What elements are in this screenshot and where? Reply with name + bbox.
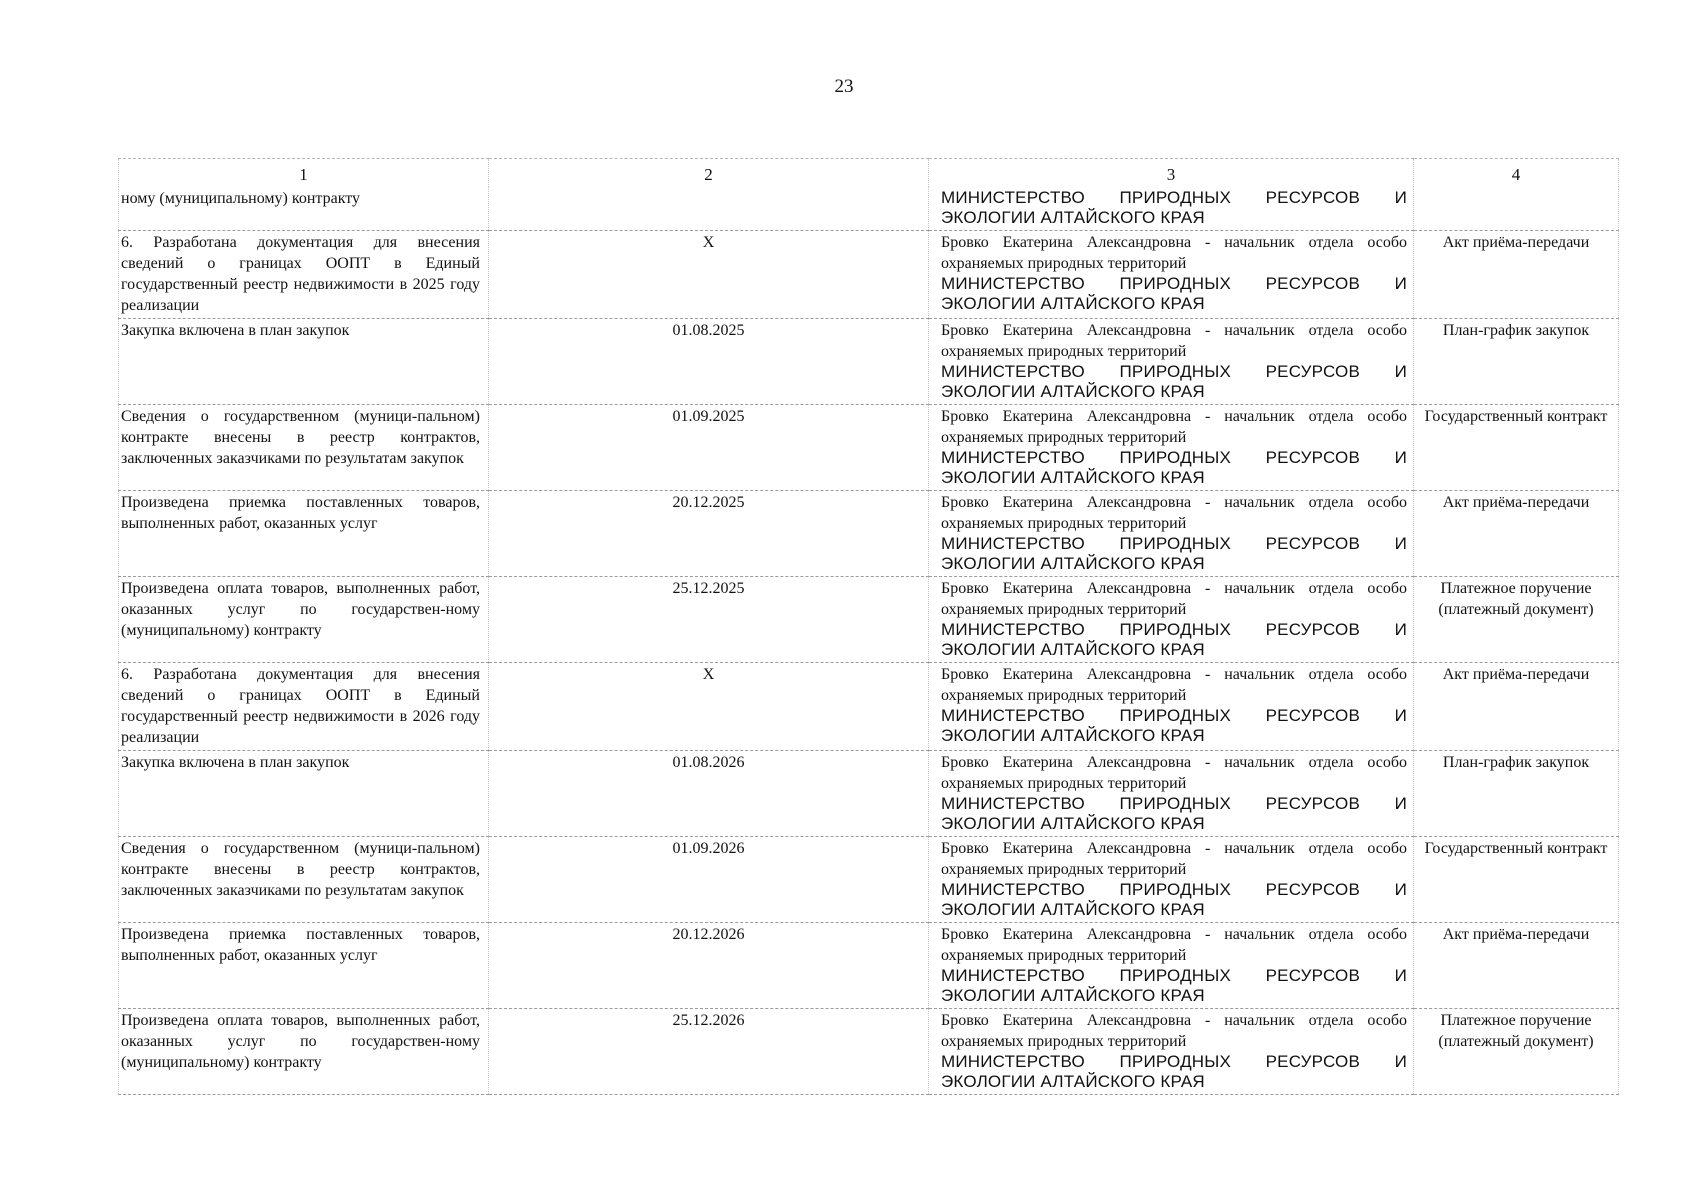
responsible-person: Бровко Екатерина Александровна - начальник отдела особо охраняемых природных территорий <box>941 1012 1407 1050</box>
responsible-person: Бровко Екатерина Александровна - начальник отдела особо охраняемых природных территорий <box>941 754 1407 792</box>
document-cell <box>1414 187 1619 231</box>
date-cell: 01.08.2026 <box>489 751 929 837</box>
date-cell: 25.12.2025 <box>489 577 929 663</box>
responsible-cell <box>929 663 1414 751</box>
responsible-org-line1: МИНИСТЕРСТВО ПРИРОДНЫХ РЕСУРСОВ И <box>941 966 1407 985</box>
column-header-2: 2 <box>489 159 929 188</box>
date-cell: 01.09.2026 <box>489 837 929 923</box>
responsible-org-line2: ЭКОЛОГИИ АЛТАЙСКОГО КРАЯ <box>941 900 1205 919</box>
date-cell: 25.12.2026 <box>489 1009 929 1095</box>
responsible-cell <box>929 837 1414 923</box>
responsible-cell <box>929 231 1414 319</box>
responsible-person: Бровко Екатерина Александровна - начальник отдела особо охраняемых природных территорий <box>941 234 1407 272</box>
responsible-org-line1: МИНИСТЕРСТВО ПРИРОДНЫХ РЕСУРСОВ И <box>941 1052 1407 1071</box>
responsible-org-line2: ЭКОЛОГИИ АЛТАЙСКОГО КРАЯ <box>941 1072 1205 1091</box>
table-row <box>119 231 1619 319</box>
responsible-cell <box>929 491 1414 577</box>
event-cell: ному (муниципальному) контракту <box>119 187 489 231</box>
responsible-person: Бровко Екатерина Александровна - начальник отдела особо охраняемых природных территорий <box>941 666 1407 704</box>
table-row <box>119 405 1619 491</box>
document-cell: Акт приёма-передачи <box>1414 923 1619 1009</box>
date-cell: Х <box>489 663 929 751</box>
page-number: 23 <box>834 76 854 97</box>
responsible-person: Бровко Екатерина Александровна - начальник отдела особо охраняемых природных территорий <box>941 580 1407 618</box>
responsible-person: Бровко Екатерина Александровна - начальник отдела особо охраняемых природных территорий <box>941 494 1407 532</box>
column-header-4: 4 <box>1414 159 1619 188</box>
event-cell: Сведения о государственном (муници-пальном) контракте внесены в реестр контрактов, заключенных заказчиками по результатам закупок <box>119 405 489 491</box>
responsible-org-line2: ЭКОЛОГИИ АЛТАЙСКОГО КРАЯ <box>941 814 1205 833</box>
event-cell: Произведена оплата товаров, выполненных работ, оказанных услуг по государствен-ному (муниципальному) контракту <box>119 577 489 663</box>
document-cell: Государственный контракт <box>1414 837 1619 923</box>
document-cell: План-график закупок <box>1414 751 1619 837</box>
responsible-org-line2: ЭКОЛОГИИ АЛТАЙСКОГО КРАЯ <box>941 468 1205 487</box>
event-cell: Произведена приемка поставленных товаров, выполненных работ, оказанных услуг <box>119 923 489 1009</box>
document-cell: Акт приёма-передачи <box>1414 491 1619 577</box>
column-header-3: 3 <box>929 159 1414 188</box>
table-row <box>119 837 1619 923</box>
date-cell: 01.09.2025 <box>489 405 929 491</box>
header-row <box>119 159 1619 188</box>
responsible-cell <box>929 1009 1414 1095</box>
document-cell: Акт приёма-передачи <box>1414 231 1619 319</box>
responsible-person: Бровко Екатерина Александровна - начальник отдела особо охраняемых природных территорий <box>941 322 1407 360</box>
table-row <box>119 1009 1619 1095</box>
event-cell: Произведена приемка поставленных товаров, выполненных работ, оказанных услуг <box>119 491 489 577</box>
table-row <box>119 577 1619 663</box>
responsible-org-line1: МИНИСТЕРСТВО ПРИРОДНЫХ РЕСУРСОВ И <box>941 620 1407 639</box>
responsible-org-line1: МИНИСТЕРСТВО ПРИРОДНЫХ РЕСУРСОВ И <box>941 448 1407 467</box>
date-cell: Х <box>489 231 929 319</box>
responsible-cell <box>929 577 1414 663</box>
event-cell: Произведена оплата товаров, выполненных работ, оказанных услуг по государствен-ному (муниципальному) контракту <box>119 1009 489 1095</box>
responsible-org-line1: МИНИСТЕРСТВО ПРИРОДНЫХ РЕСУРСОВ И <box>941 534 1407 553</box>
table-row <box>119 923 1619 1009</box>
date-cell <box>489 187 929 231</box>
responsible-org-line2: ЭКОЛОГИИ АЛТАЙСКОГО КРАЯ <box>941 726 1205 745</box>
event-cell: 6. Разработана документация для внесения сведений о границах ООПТ в Единый государственный реестр недвижимости в 2025 году реализации <box>119 231 489 319</box>
responsible-cell <box>929 923 1414 1009</box>
responsible-org-line2: ЭКОЛОГИИ АЛТАЙСКОГО КРАЯ <box>941 640 1205 659</box>
responsible-cell <box>929 319 1414 405</box>
document-cell: План-график закупок <box>1414 319 1619 405</box>
table-row-continuation <box>119 187 1619 231</box>
responsible-org-line1: МИНИСТЕРСТВО ПРИРОДНЫХ РЕСУРСОВ И <box>941 274 1407 293</box>
responsible-person: Бровко Екатерина Александровна - начальник отдела особо охраняемых природных территорий <box>941 840 1407 878</box>
responsible-org-line1: МИНИСТЕРСТВО ПРИРОДНЫХ РЕСУРСОВ И <box>941 706 1407 725</box>
table-row <box>119 319 1619 405</box>
event-cell: Закупка включена в план закупок <box>119 751 489 837</box>
responsible-org-line1: МИНИСТЕРСТВО ПРИРОДНЫХ РЕСУРСОВ И <box>941 794 1407 813</box>
responsible-org-line1: МИНИСТЕРСТВО ПРИРОДНЫХ РЕСУРСОВ И <box>941 880 1407 899</box>
date-cell: 01.08.2025 <box>489 319 929 405</box>
responsible-org-line2: ЭКОЛОГИИ АЛТАЙСКОГО КРАЯ <box>941 294 1205 313</box>
document-cell: Государственный контракт <box>1414 405 1619 491</box>
responsible-person: Бровко Екатерина Александровна - начальник отдела особо охраняемых природных территорий <box>941 926 1407 964</box>
table-row <box>119 751 1619 837</box>
document-cell: Акт приёма-передачи <box>1414 663 1619 751</box>
date-cell: 20.12.2026 <box>489 923 929 1009</box>
event-cell: 6. Разработана документация для внесения сведений о границах ООПТ в Единый государственный реестр недвижимости в 2026 году реализации <box>119 663 489 751</box>
responsible-cell <box>929 405 1414 491</box>
document-cell: Платежное поручение (платежный документ) <box>1414 1009 1619 1095</box>
responsible-org-line1: МИНИСТЕРСТВО ПРИРОДНЫХ РЕСУРСОВ И <box>941 188 1407 207</box>
responsible-cell <box>929 187 1414 231</box>
event-cell: Сведения о государственном (муници-пальном) контракте внесены в реестр контрактов, заключенных заказчиками по результатам закупок <box>119 837 489 923</box>
event-cell: Закупка включена в план закупок <box>119 319 489 405</box>
plan-table <box>118 158 1619 1095</box>
responsible-org-line1: МИНИСТЕРСТВО ПРИРОДНЫХ РЕСУРСОВ И <box>941 362 1407 381</box>
date-cell: 20.12.2025 <box>489 491 929 577</box>
document-cell: Платежное поручение (платежный документ) <box>1414 577 1619 663</box>
responsible-org-line2: ЭКОЛОГИИ АЛТАЙСКОГО КРАЯ <box>941 986 1205 1005</box>
column-header-1: 1 <box>119 159 489 188</box>
responsible-org-line2: ЭКОЛОГИИ АЛТАЙСКОГО КРАЯ <box>941 208 1205 227</box>
table-row <box>119 663 1619 751</box>
responsible-org-line2: ЭКОЛОГИИ АЛТАЙСКОГО КРАЯ <box>941 382 1205 401</box>
table-row <box>119 491 1619 577</box>
responsible-cell <box>929 751 1414 837</box>
responsible-org-line2: ЭКОЛОГИИ АЛТАЙСКОГО КРАЯ <box>941 554 1205 573</box>
responsible-person: Бровко Екатерина Александровна - начальник отдела особо охраняемых природных территорий <box>941 408 1407 446</box>
